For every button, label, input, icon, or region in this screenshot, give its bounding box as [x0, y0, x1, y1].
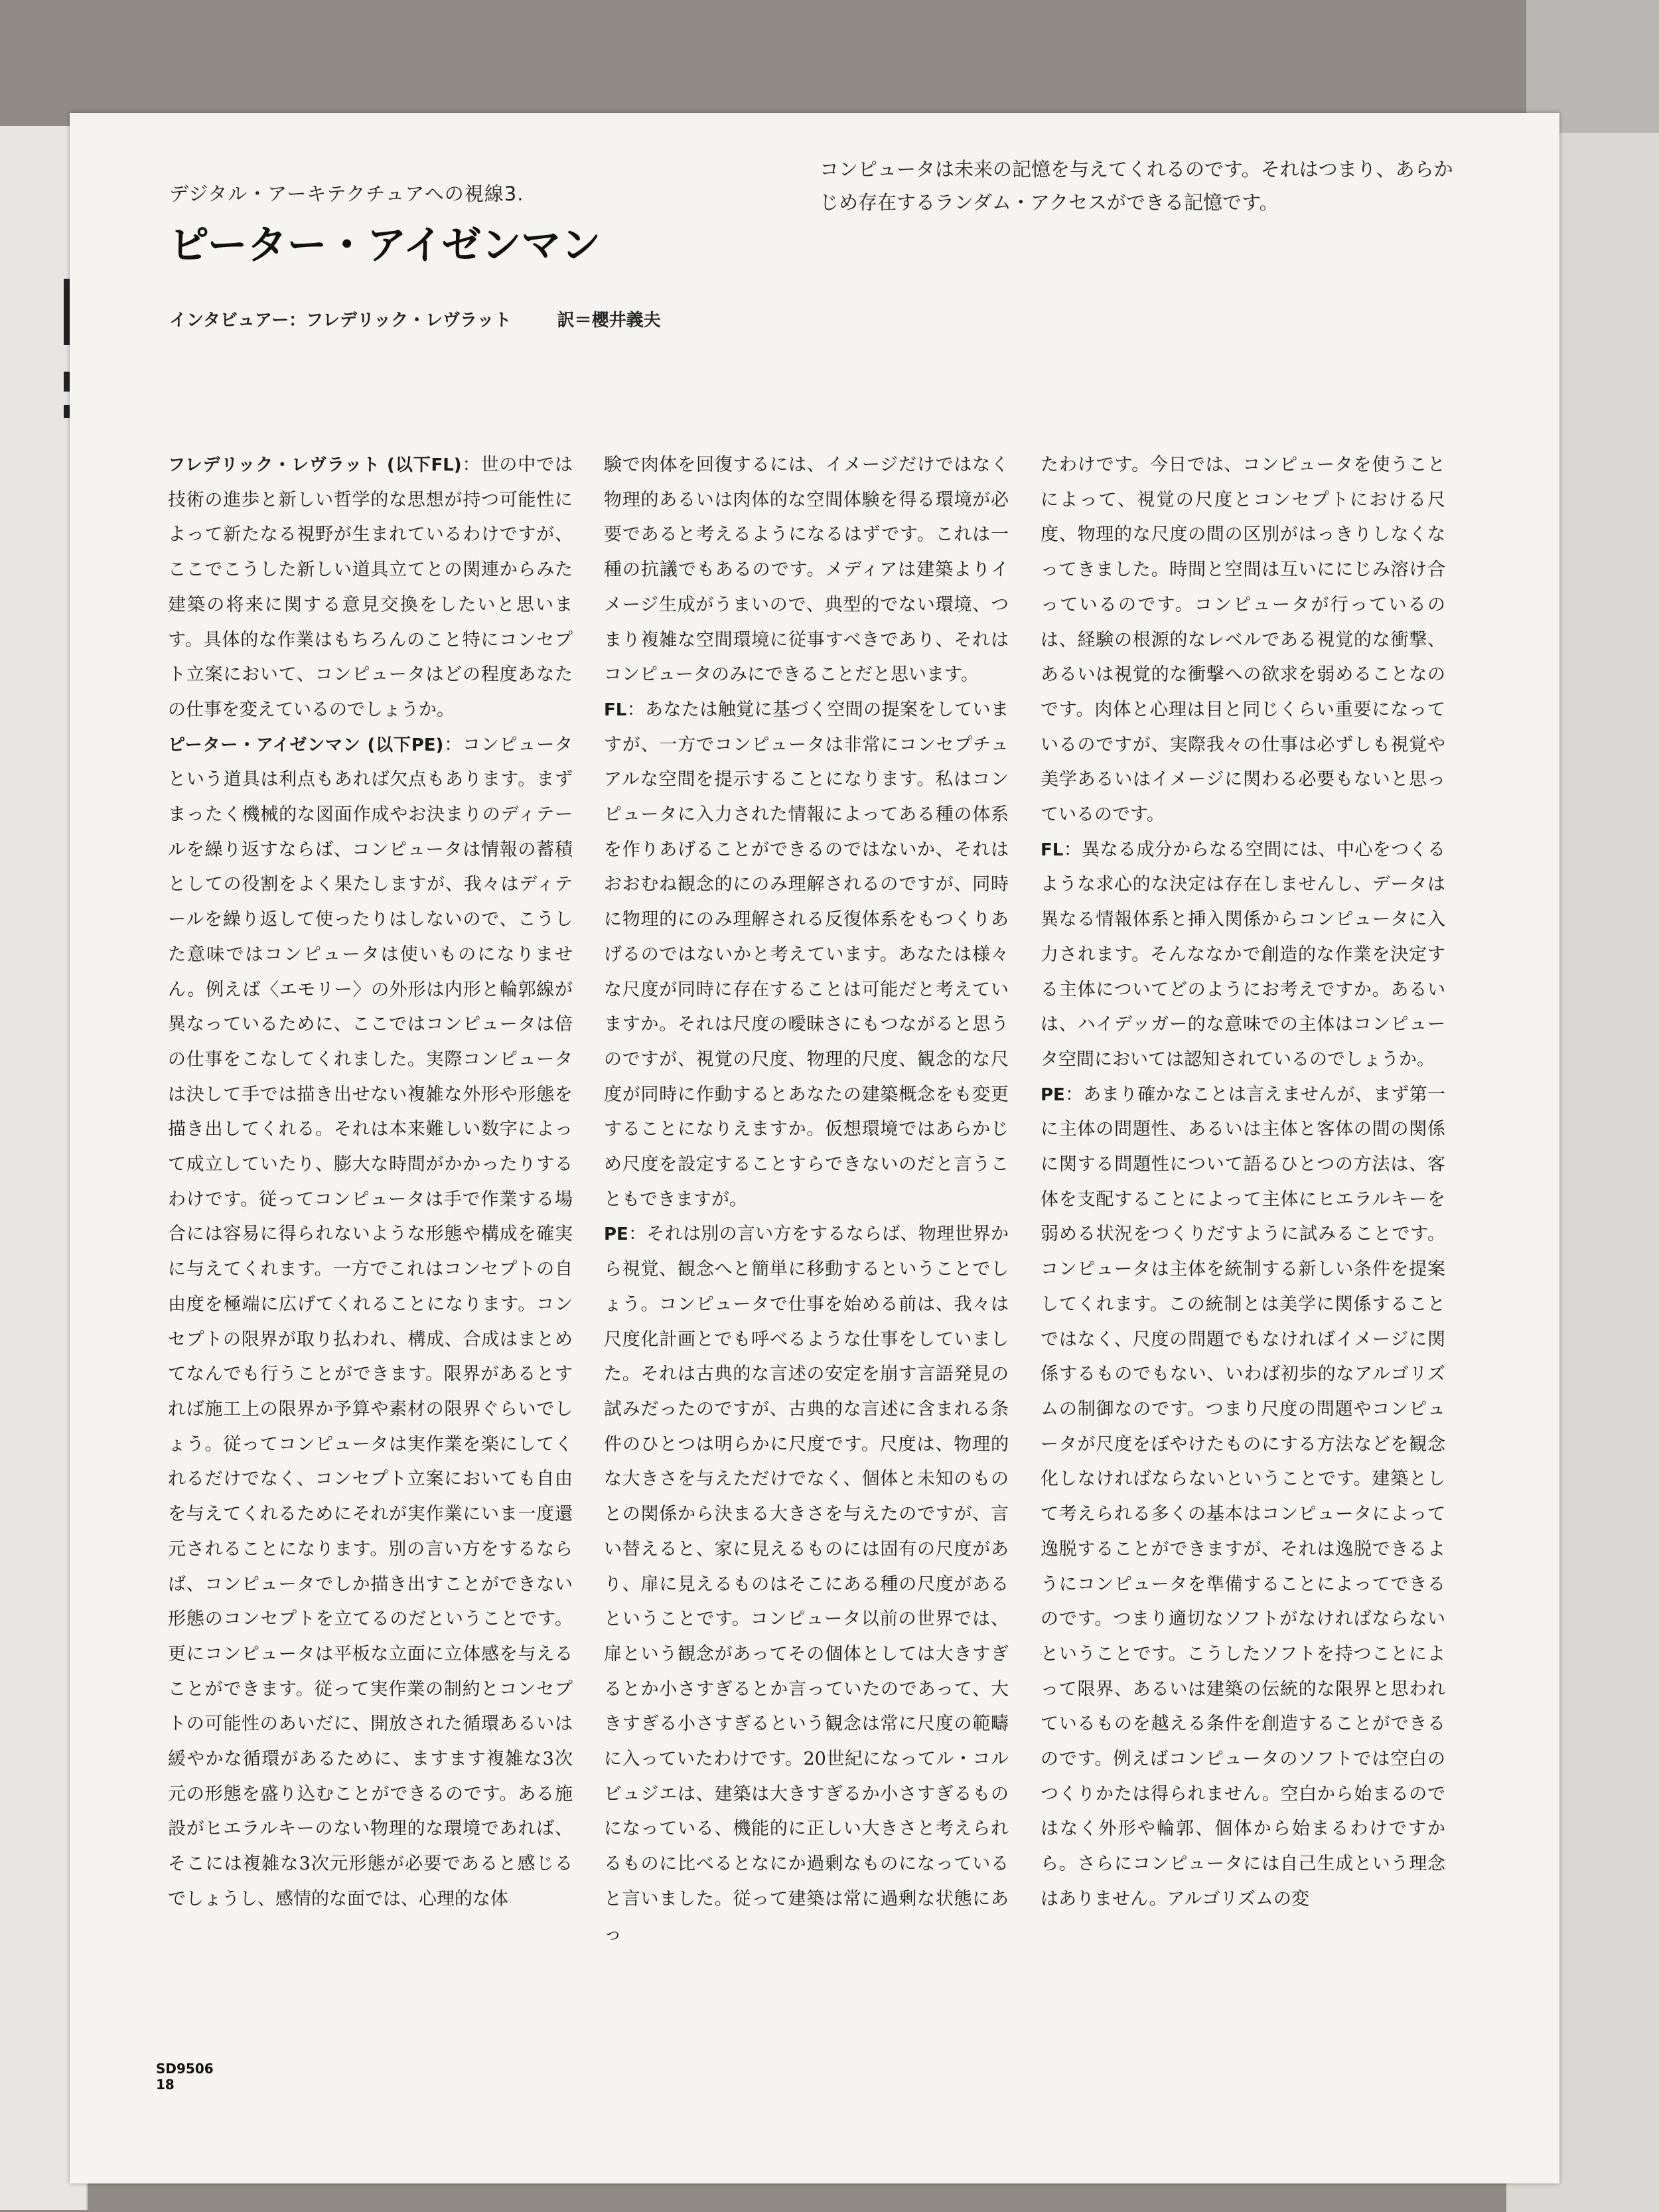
series-kicker: デジタル・アーキテクチュアへの視線3.	[169, 183, 524, 205]
pull-quote: コンピュータは未来の記憶を与えてくれるのです。それはつまり、あらかじめ存在するランダム・アクセスができる記憶です。	[820, 158, 1453, 214]
translator-credit: 訳＝櫻井義夫	[557, 311, 661, 331]
page-footer	[156, 2061, 214, 2093]
paragraph	[168, 728, 573, 1917]
issue-code: SD9506	[156, 2061, 214, 2077]
paragraph-text: ：それは別の言い方をするならば、物理世界から視覚、観念へと簡単に移動するということでしょう。コンピュータで仕事を始める前は、我々は尺度化計画とでも呼べるような仕事をしていました。それは古典的な言述の安定を崩す言語発見の試みだったのですが、古典的な言述に含まれる条件のひとつは明らかに尺度です。尺度は、物理的な大きさを与えただけでなく、個体と未知のものとの関係から決まる大きさを与えたのですが、言い替えると、家に見えるものには固有の尺度があり、扉に見えるものはそこにある種の尺度があるということです。コンピュータ以前の世界では、扉という観念があってその個体としては大きすぎるとか小さすぎるとか言っていたのであって、大きすぎる小さすぎるという観念は常に尺度の範疇に入っていたわけです。20世紀になってル・コルビュジエは、建築は大きすぎるか小さすぎるものになっている、機能的に正しい大きさと考えられるものに比べるとなにか過剰なものになっていると言いました。従って建築は常に過剰な状態にあっ	[604, 1224, 1009, 1945]
speaker-label: PE	[1041, 1084, 1065, 1105]
paragraph-text: 験で肉体を回復するには、イメージだけではなく物理的あるいは肉体的な空間体験を得る環境が必要であると考えるようになるはずです。これは一種の抗議でもあるのです。メディアは建築よりイメージ生成がうまいので、典型的でない環境、つまり複雑な空間環境に従事すべきであり、それはコンピュータのみにできることだと思います。	[604, 455, 1009, 686]
paragraph	[168, 448, 573, 728]
text-column-3	[1041, 448, 1445, 1917]
article-title: ピーター・アイゼンマン	[169, 222, 601, 269]
paragraph	[1041, 1078, 1445, 1917]
page-number: 18	[156, 2077, 175, 2093]
paragraph	[1041, 448, 1445, 833]
paragraph-text: たわけです。今日では、コンピュータを使うことによって、視覚の尺度とコンセプトにおける尺度、物理的な尺度の間の区別がはっきりしなくなってきました。時間と空間は互いににじみ溶け合っているのです。コンピュータが行っているのは、経験の根源的なレベルである視覚的な衝撃、あるいは視覚的な衝撃への欲求を弱めることなのです。肉体と心理は目と同じくらい重要になっているのですが、実際我々の仕事は必ずしも視覚や美学あるいはイメージに関わる必要もないと思っているのです。	[1041, 455, 1445, 826]
byline	[169, 307, 701, 331]
paragraph	[1041, 833, 1445, 1078]
magazine-page	[70, 113, 1559, 2183]
interviewer-credit: インタビュアー：フレデリック・レヴラット	[169, 311, 512, 331]
paragraph-text: ：世の中では技術の進歩と新しい哲学的な思想が持つ可能性によって新たなる視野が生まれているわけですが、ここでこうした新しい道具立てとの関連からみた建築の将来に関する意見交換をしたいと思います。具体的な作業はもちろんのこと特にコンセプト立案において、コンピュータはどの程度あなたの仕事を変えているのでしょうか。	[168, 455, 573, 720]
text-column-2	[604, 448, 1009, 1952]
paragraph-text: ：異なる成分からなる空間には、中心をつくるような求心的な決定は存在しませんし、データは異なる情報体系と挿入関係からコンピュータに入力されます。そんななかで創造的な作業を決定する主体についてどのようにお考えですか。あるいは、ハイデッガー的な意味での主体はコンピュータ空間においては認知されているのでしょうか。	[1041, 839, 1445, 1070]
speaker-label: FL	[1041, 840, 1064, 860]
speaker-label: ピーター・アイゼンマン (以下PE)	[168, 735, 444, 755]
paragraph	[604, 693, 1009, 1218]
text-column-1	[168, 448, 573, 1917]
speaker-label: FL	[604, 700, 627, 720]
paragraph	[604, 1217, 1009, 1952]
paragraph-text: ：コンピュータという道具は利点もあれば欠点もあります。まずまったく機械的な図面作成やお決まりのディテールを繰り返すならば、コンピュータは情報の蓄積としての役割をよく果たしますが、我々はディテールを繰り返して使ったりはしないので、こうした意味ではコンピュータは使いものになりません。例えば〈エモリー〉の外形は内形と輪郭線が異なっているために、ここではコンピュータは倍の仕事をこなしてくれました。実際コンピュータは決して手では描き出せない複雑な外形や形態を描き出してくれる。それは本来難しい数字によって成立していたり、膨大な時間がかかったりするわけです。従ってコンピュータは手で作業する場合には容易に得られないような形態や構成を確実に与えてくれます。一方でこれはコンセプトの自由度を極端に広げてくれることになります。コンセプトの限界が取り払われ、構成、合成はまとめてなんでも行うことができます。限界があるとすれば施工上の限界か予算や素材の限界ぐらいでしょう。従ってコンピュータは実作業を楽にしてくれるだけでなく、コンセプト立案においても自由を与えてくれるためにそれが実作業にいま一度還元されることになります。別の言い方をするならば、コンピュータでしか描き出すことができない形態のコンセプトを立てるのだということです。更にコンピュータは平板な立面に立体感を与えることができます。従って実作業の制約とコンセプトの可能性のあいだに、開放された循環あるいは緩やかな循環があるために、ますます複雑な3次元の形態を盛り込むことができるのです。ある施設がヒエラルキーのない物理的な環境であれば、そこには複雑な3次元形態が必要であると感じるでしょうし、感情的な面では、心理的な体	[168, 734, 573, 1909]
paragraph	[604, 448, 1009, 693]
speaker-label: PE	[604, 1224, 628, 1245]
speaker-label: フレデリック・レヴラット (以下FL)	[168, 455, 462, 475]
paragraph-text: ：あまり確かなことは言えませんが、まず第一に主体の問題性、あるいは主体と客体の間の関係に関する問題性について語るひとつの方法は、客体を支配することによって主体にヒエラルキーを弱める状況をつくりだすように試みることです。コンピュータは主体を統制する新しい条件を提案してくれます。この統制とは美学に関係することではなく、尺度の問題でもなければイメージに関係するものでもない、いわば初歩的なアルゴリズムの制御なのです。つまり尺度の問題やコンピュータが尺度をぼやけたものにする方法などを観念化しなければならないということです。建築として考えられる多くの基本はコンピュータによって逸脱することができますが、それは逸脱できるようにコンピュータを準備することによってできるのです。つまり適切なソフトがなければならないということです。こうしたソフトを持つことによって限界、あるいは建築の伝統的な限界と思われているものを越える条件を創造することができるのです。例えばコンピュータのソフトでは空白のつくりかたは得られません。空白から始まるのではなく外形や輪郭、個体から始まるわけですから。さらにコンピュータには自己生成という理念はありません。アルゴリズムの変	[1041, 1084, 1445, 1909]
paragraph-text: ：あなたは触覚に基づく空間の提案をしていますが、一方でコンピュータは非常にコンセプチュアルな空間を提示することになります。私はコンピュータに入力された情報によってある種の体系を作りあげることができるのではないか、それはおおむね観念的にのみ理解されるのですが、同時に物理的にのみ理解される反復体系をもつくりあげるのではないかと考えています。あなたは様々な尺度が同時に存在することは可能だと考えていますか。それは尺度の曖昧さにもつながると思うのですが、視覚の尺度、物理的尺度、観念的な尺度が同時に作動するとあなたの建築概念をも変更することになりえますか。仮想環境ではあらかじめ尺度を設定することすらできないのだと言うこともできますが。	[604, 699, 1009, 1210]
